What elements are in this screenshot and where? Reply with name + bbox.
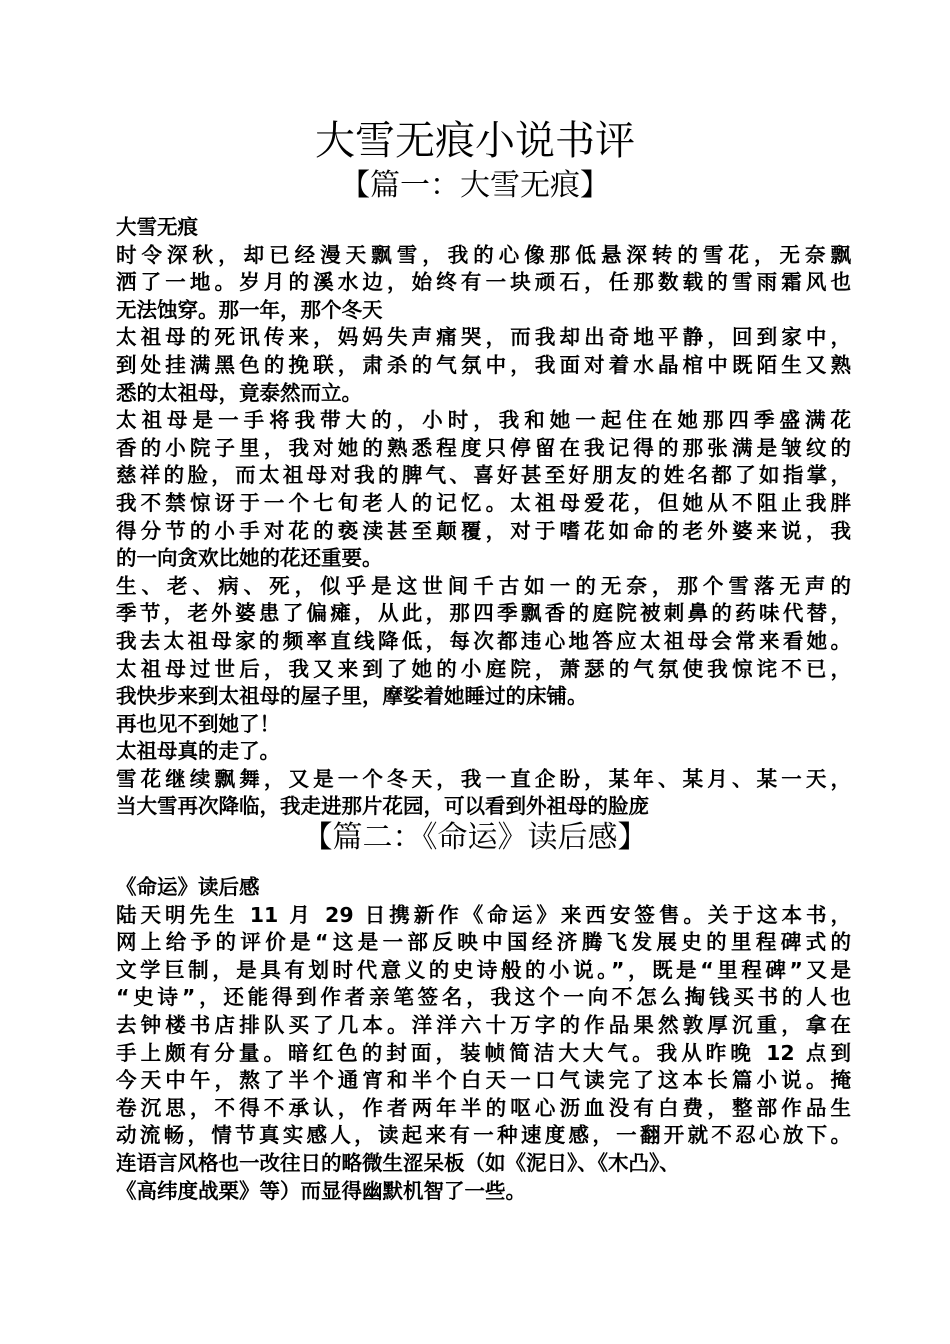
paragraph-line: 得分节的小手对花的亵渎甚至颠覆，对于嗜花如命的老外婆来说，我: [116, 518, 851, 543]
paragraph-line: 当大雪再次降临，我走进那片花园，可以看到外祖母的脸庞: [116, 794, 649, 819]
section-1-body: [116, 214, 851, 821]
section-heading-2: 【篇二：《命运》读后感】: [302, 820, 648, 855]
paragraph-line: 洒了一地。岁月的溪水边，始终有一块顽石，任那数载的雪雨霜风也: [116, 270, 851, 295]
paragraph-line: 卷沉思，不得不承认，作者两年半的呕心沥血没有白费，整部作品生: [116, 1095, 851, 1120]
paragraph-line: 生、老、病、死，似乎是这世间千古如一的无奈，那个雪落无声的: [116, 573, 851, 598]
paragraph-line: 我去太祖母家的频率直线降低，每次都违心地答应太祖母会常来看她。: [116, 628, 851, 653]
paragraph-line: 太祖母的死讯传来，妈妈失声痛哭，而我却出奇地平静，回到家中，: [116, 325, 851, 350]
paragraph-line: 太祖母过世后，我又来到了她的小庭院，萧瑟的气氛使我惊诧不已，: [116, 656, 851, 681]
section-heading-1: 【篇一：大雪无痕】: [340, 168, 610, 203]
paragraph-line: 网上给予的评价是“这是一部反映中国经济腾飞发展史的里程碑式的: [116, 930, 851, 955]
paragraph-line: 的一向贪欢比她的花还重要。: [116, 546, 383, 571]
section-2-subtitle: 《命运》读后感: [116, 875, 260, 899]
paragraph-line: 慈祥的脸，而太祖母对我的脾气、喜好甚至好朋友的姓名都了如指掌，: [116, 463, 851, 488]
paragraph-line: 太祖母真的走了。: [116, 739, 280, 764]
paragraph-line: 时令深秋，却已经漫天飘雪，我的心像那低悬深转的雪花，无奈飘: [116, 242, 851, 267]
section-1-subtitle: 大雪无痕: [116, 215, 198, 239]
paragraph-line: 今天中午，熬了半个通宵和半个白天一口气读完了这本长篇小说。掩: [116, 1068, 851, 1093]
paragraph-line: 太祖母是一手将我带大的，小时，我和她一起住在她那四季盛满花: [116, 408, 851, 433]
paragraph-line: 陆天明先生 11 月 29 日携新作《命运》来西安签售。关于这本书，: [116, 902, 851, 927]
paragraph-line: 动流畅，情节真实感人，读起来有一种速度感，一翻开就不忍心放下。: [116, 1123, 851, 1148]
section-2-body: [116, 874, 851, 1205]
paragraph-line: 文学巨制，是具有划时代意义的史诗般的小说。”，既是“里程碑”又是: [116, 957, 851, 982]
paragraph-line: 连语言风格也一改往日的略微生涩呆板（如《泥日》、《木凸》、: [116, 1150, 680, 1175]
paragraph-line: 季节，老外婆患了偏瘫，从此，那四季飘香的庭院被刺鼻的药味代替，: [116, 601, 851, 626]
paragraph-line: 我快步来到太祖母的屋子里，摩娑着她睡过的床铺。: [116, 684, 588, 709]
paragraph-line: 到处挂满黑色的挽联，肃杀的气氛中，我面对着水晶棺中既陌生又熟: [116, 352, 851, 377]
paragraph-line: 手上颇有分量。暗红色的封面，装帧简洁大大气。我从昨晚 12 点到: [116, 1040, 851, 1065]
paragraph-line: 《高纬度战栗》等）而显得幽默机智了一些。: [116, 1178, 526, 1203]
paragraph-line: 香的小院子里，我对她的熟悉程度只停留在我记得的那张满是皱纹的: [116, 435, 851, 460]
paragraph-line: 无法蚀穿。那一年，那个冬天: [116, 297, 383, 322]
paragraph-line: “史诗”，还能得到作者亲笔签名，我这个一向不怎么掏钱买书的人也: [116, 985, 851, 1010]
document-title: 大雪无痕小说书评: [315, 118, 635, 164]
paragraph-line: 悉的太祖母，竟泰然而立。: [116, 380, 362, 405]
paragraph-line: 再也见不到她了！: [116, 711, 280, 736]
paragraph-line: 雪花继续飘舞，又是一个冬天，我一直企盼，某年、某月、某一天，: [116, 766, 851, 791]
paragraph-line: 去钟楼书店排队买了几本。洋洋六十万字的作品果然敦厚沉重，拿在: [116, 1012, 851, 1037]
paragraph-line: 我不禁惊讶于一个七旬老人的记忆。太祖母爱花，但她从不阻止我胖: [116, 490, 851, 515]
